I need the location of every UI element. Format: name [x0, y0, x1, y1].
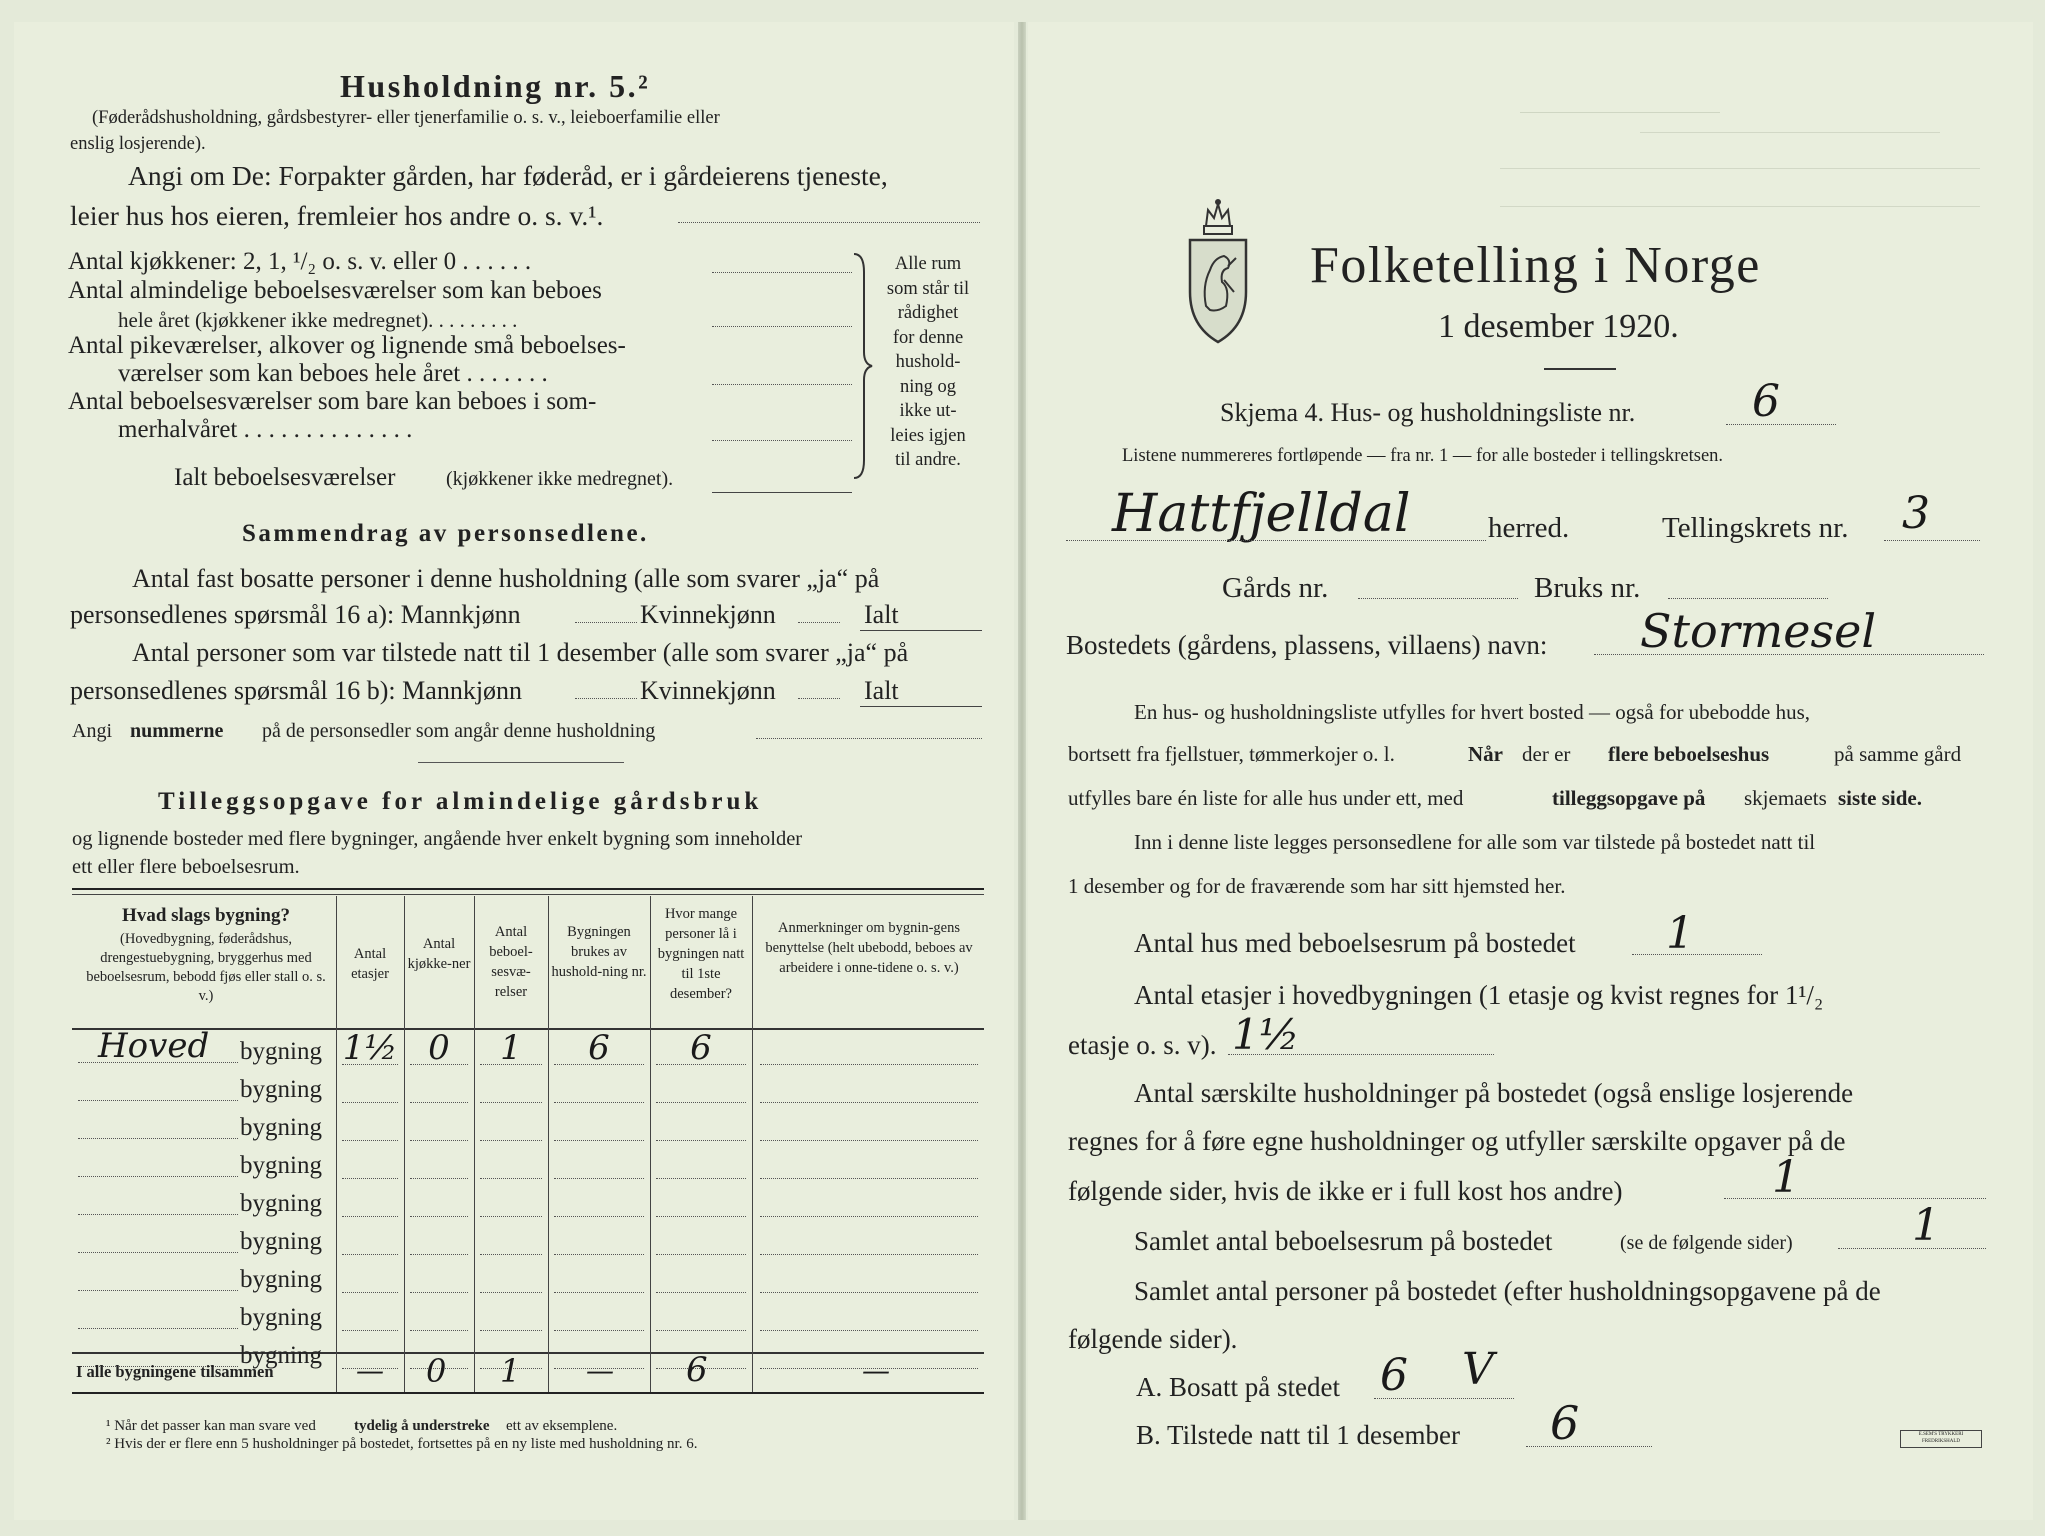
col-header-kjokken: Antal kjøkke-ner [407, 936, 471, 972]
tillegg-line-2: ett eller flere beboelsesrum. [72, 856, 300, 878]
cell-line [410, 1178, 468, 1179]
side-note-line: for denne [892, 327, 964, 348]
household-subtitle-2: enslig losjerende). [70, 134, 206, 154]
building-name-line [78, 1252, 238, 1253]
som-label-2: merhalvåret . . . . . . . . . . . . . . [118, 416, 413, 443]
cell-pers: 6 [690, 1028, 712, 1068]
p1-line-2b: Når [1468, 742, 1503, 766]
table-top-rule [72, 888, 984, 890]
cell-vaer: 1 [500, 1028, 522, 1068]
side-note-line: ikke ut- [899, 401, 957, 421]
ialt-note: (kjøkkener ikke medregnet). [446, 468, 674, 490]
angi-line-2: leier hus hos eieren, fremleier hos andre o. s. v.¹. [70, 200, 604, 231]
total-label: I alle bygningene tilsammen [76, 1362, 274, 1381]
cell-line [554, 1254, 644, 1255]
building-row-label: bygning [240, 1190, 322, 1217]
cell-line [342, 1140, 398, 1141]
col-header-anm: Anmerkninger om bygnin-gens benyttelse (helt ubebodd, beboes av arbeidere i onne-tidene o. s. v.) [765, 920, 973, 976]
q4-value: 1 [1912, 1200, 1940, 1251]
q1-value: 1 [1666, 908, 1694, 959]
table-total-top-rule [72, 1352, 984, 1354]
angi-numre-b: nummerne [130, 720, 224, 742]
q2-line [1228, 1054, 1494, 1055]
krets-label: Tellingskrets nr. [1662, 512, 1849, 544]
bleed-line [1500, 206, 1980, 207]
cell-line [760, 1102, 978, 1103]
tilst-mann-line [575, 698, 637, 699]
bosted-line [1594, 654, 1984, 655]
p1-line-2a: bortsett fra fjellstuer, tømmerkojer o. l. [1068, 742, 1395, 766]
tilst-line-1: Antal personer som var tilstede natt til 1 desember (alle som svarer „ja“ på [132, 638, 909, 667]
som-label-1: Antal beboelsesværelser som bare kan beboes i som- [68, 388, 597, 415]
total-pers: 6 [686, 1350, 708, 1390]
cell-line [554, 1330, 644, 1331]
cell-line [480, 1102, 542, 1103]
cell-kjokken: 0 [428, 1028, 450, 1068]
p1-line-2d: flere beboelseshus [1608, 742, 1770, 766]
angi-numre-a: Angi [72, 720, 112, 742]
tilst-line-2a: personsedlenes spørsmål 16 b): Mannkjønn [70, 676, 523, 705]
title-divider [1544, 368, 1616, 370]
p1-line-2c: der er [1522, 742, 1571, 766]
cell-line [760, 1216, 978, 1217]
bruks-line [1668, 598, 1828, 599]
col-header-vaer: Antal beboel-sesvæ-relser [489, 924, 533, 1000]
fast-mann-line [575, 622, 637, 623]
cell-line [656, 1330, 746, 1331]
printer-stamp: E.SEM'S TRYKKERI FREDRIKSHALD [1900, 1430, 1982, 1448]
building-row-label: bygning [240, 1152, 322, 1179]
q2-value: 1½ [1232, 1010, 1300, 1059]
krets-line [1884, 540, 1980, 541]
angi-numre-line [756, 738, 982, 739]
col-line-1 [336, 896, 337, 1392]
col-line-4 [548, 896, 549, 1392]
building-name-line [78, 1214, 238, 1215]
p2-line-1: Inn i denne liste legges personsedlene for alle som var tilstede på bostedet natt til [1134, 830, 1816, 854]
coat-of-arms-icon [1184, 196, 1252, 346]
cell-line [410, 1254, 468, 1255]
b-line [1526, 1446, 1652, 1447]
building-row-label: bygning [240, 1266, 322, 1293]
side-note-line: hushold- [895, 352, 961, 372]
cell-line [656, 1254, 746, 1255]
angi-numre-c: på de personsedler som angår denne husholdning [262, 720, 656, 742]
cell-line [410, 1292, 468, 1293]
cell-line [656, 1216, 746, 1217]
b-value: 6 [1550, 1396, 1580, 1450]
cell-line [410, 1102, 468, 1103]
gards-label: Gårds nr. [1222, 572, 1329, 604]
herred-value: Hattfjelldal [1112, 484, 1411, 544]
q3-line-3: følgende sider, hvis de ikke er i full kost hos andre) [1068, 1176, 1623, 1206]
a-check: V [1462, 1344, 1494, 1395]
cell-etasjer: 1½ [342, 1028, 398, 1068]
cell-line [342, 1254, 398, 1255]
q2-line-1: Antal etasjer i hovedbygningen (1 etasje og kvist regnes for 1¹/₂ [1134, 980, 1824, 1010]
cell-line [410, 1216, 468, 1217]
q3-line-1: Antal særskilte husholdninger på bostedet (også enslige losjerende [1134, 1078, 1854, 1108]
bleed-line [1640, 132, 1940, 133]
building-name-line [78, 1290, 238, 1291]
p2-line-2: 1 desember og for de fraværende som har sitt hjemsted her. [1068, 874, 1566, 898]
cell-line [342, 1292, 398, 1293]
side-note-line: ning og [899, 376, 956, 397]
cell-line [554, 1216, 644, 1217]
bosted-label: Bostedets (gårdens, plassens, villaens) navn: [1066, 630, 1548, 660]
footnote-2: ² Hvis der er flere enn 5 husholdninger på bostedet, fortsettes på en ny liste med husholdning nr. 6. [106, 1436, 698, 1452]
p1-line-3b: tilleggsopgave på [1552, 786, 1706, 810]
b-label: B. Tilstede natt til 1 desember [1136, 1420, 1460, 1450]
tillegg-title: Tilleggsopgave for almindelige gårdsbruk [158, 788, 763, 815]
left-page [14, 22, 1014, 1520]
cell-line [342, 1216, 398, 1217]
tilst-kvinne-line [798, 698, 840, 699]
building-row-label: bygning [240, 1304, 322, 1331]
household-subtitle: (Føderådshusholdning, gårdsbestyrer- eller tjenerfamilie o. s. v., leieboerfamilie eller [92, 108, 720, 128]
angi-line-1: Angi om De: Forpakter gården, har føderåd, er i gårdeierens tjeneste, [128, 160, 888, 191]
krets-value: 3 [1902, 488, 1930, 539]
bleed-line [1500, 168, 1980, 169]
col-line-2 [404, 896, 405, 1392]
col-header-etasjer: Antal etasjer [351, 946, 389, 982]
alm-label-2: hele året (kjøkkener ikke medregnet). . . . . . . . . [118, 308, 518, 332]
skjema-label: Skjema 4. Hus- og husholdningsliste nr. [1220, 398, 1636, 427]
fast-line-2c: Ialt [864, 600, 899, 629]
section-divider [418, 762, 624, 763]
col-line-3 [474, 896, 475, 1392]
p1-line-1: En hus- og husholdningsliste utfylles for hvert bosted — også for ubebodde hus, [1134, 700, 1810, 724]
kjokken-answer-line [712, 272, 852, 273]
fast-line-2b: Kvinnekjønn [640, 600, 776, 629]
sammendrag-title: Sammendrag av personsedlene. [242, 520, 649, 547]
building-name: Hoved [98, 1026, 210, 1066]
building-row-label: bygning [240, 1228, 322, 1255]
fast-line-1: Antal fast bosatte personer i denne husholdning (alle som svarer „ja“ på [132, 564, 880, 593]
total-anm: — [862, 1354, 890, 1387]
cell-hush: 6 [588, 1028, 610, 1068]
gards-line [1358, 598, 1518, 599]
table-top-rule-2 [72, 894, 984, 895]
cell-line [554, 1102, 644, 1103]
census-title: Folketelling i Norge [1310, 237, 1761, 294]
fast-line-2a: personsedlenes spørsmål 16 a): Mannkjønn [70, 600, 521, 629]
cell-line [760, 1254, 978, 1255]
side-note [872, 252, 984, 473]
a-label: A. Bosatt på stedet [1136, 1372, 1340, 1402]
q5-line-1: Samlet antal personer på bostedet (efter husholdningsopgavene på de [1134, 1276, 1881, 1306]
footnote-1c: ett av eksemplene. [506, 1418, 618, 1434]
col-header-type-sub: (Hovedbygning, føderådshus, drengestuebygning, bryggerhus med beboelsesrum, bebodd fjøs eller stall o. s. v.) [86, 931, 326, 1004]
cell-line [554, 1292, 644, 1293]
p1-line-2e: på samme gård [1834, 742, 1962, 766]
cell-line [760, 1140, 978, 1141]
angi-answer-line [678, 222, 980, 223]
p1-line-3a: utfylles bare én liste for alle hus under ett, med [1068, 786, 1464, 810]
cell-line [480, 1178, 542, 1179]
cell-line [480, 1254, 542, 1255]
cell-line [656, 1178, 746, 1179]
cell-line [760, 1330, 978, 1331]
cell-line [760, 1178, 978, 1179]
q4-line [1838, 1248, 1986, 1249]
cell-line [760, 1292, 978, 1293]
tilst-line-2c: Ialt [864, 676, 899, 705]
ialt-answer-line [712, 492, 852, 493]
brace-icon [850, 252, 874, 480]
cell-line [410, 1140, 468, 1141]
herred-line [1066, 540, 1486, 541]
alm-answer-line [712, 326, 852, 327]
footnote-1b: tydelig å understreke [354, 1418, 490, 1434]
side-note-line: rådighet [897, 303, 959, 323]
building-name-line [78, 1328, 238, 1329]
footnote-1a: ¹ Når det passer kan man svare ved [106, 1418, 316, 1434]
side-note-line: som står til [886, 278, 970, 299]
building-name-line [78, 1138, 238, 1139]
total-etasjer: — [356, 1354, 384, 1387]
cell-line [480, 1292, 542, 1293]
cell-line [342, 1178, 398, 1179]
col-line-5 [650, 896, 651, 1392]
page-fold [1018, 22, 1026, 1520]
building-row-label: bygning [240, 1114, 322, 1141]
herred-label: herred. [1488, 512, 1570, 544]
som-answer-line [712, 440, 852, 441]
q3-value: 1 [1772, 1152, 1800, 1203]
col-line-6 [752, 896, 753, 1392]
building-name-line [78, 1176, 238, 1177]
side-note-line: Alle rum [894, 254, 962, 274]
tillegg-line-1: og lignende bosteder med flere bygninger, angående hver enkelt bygning som inneholder [72, 828, 803, 850]
q4-label: Samlet antal beboelsesrum på bostedet [1134, 1226, 1553, 1256]
q3-line [1724, 1198, 1986, 1199]
q1-line [1632, 954, 1762, 955]
cell-line [554, 1140, 644, 1141]
listene-note: Listene nummereres fortløpende — fra nr. 1 — for alle bosteder i tellingskretsen. [1122, 446, 1724, 466]
col-header-hush: Bygningen brukes av hushold-ning nr. [551, 924, 647, 980]
pike-label-1: Antal pikeværelser, alkover og lignende små beboelses- [68, 332, 626, 359]
cell-line [342, 1330, 398, 1331]
building-row-label: bygning [240, 1038, 322, 1065]
household-title: Husholdning nr. 5.² [340, 68, 651, 104]
fast-kvinne-line [798, 622, 840, 623]
q4-note: (se de følgende sider) [1620, 1232, 1793, 1254]
cell-line [480, 1330, 542, 1331]
q5-line-2: følgende sider). [1068, 1324, 1238, 1354]
cell-line [656, 1292, 746, 1293]
total-kjokken: 0 [426, 1352, 447, 1390]
skjema-nr: 6 [1752, 376, 1780, 427]
bosted-value: Stormesel [1640, 604, 1877, 658]
tilst-line-2b: Kvinnekjønn [640, 676, 776, 705]
pike-label-2: værelser som kan beboes hele året . . . . . . . [118, 360, 548, 387]
fast-ialt-line [860, 630, 982, 631]
alm-label-1: Antal almindelige beboelsesværelser som kan beboes [68, 277, 602, 304]
cell-line [760, 1064, 978, 1065]
q2-line-2: etasje o. s. v). [1068, 1030, 1217, 1060]
a-value: 6 [1380, 1350, 1408, 1401]
tilst-ialt-line [860, 706, 982, 707]
p1-line-3c: skjemaets [1744, 786, 1827, 810]
cell-line [480, 1216, 542, 1217]
p1-line-3d: siste side. [1838, 786, 1922, 810]
total-hush: — [586, 1354, 614, 1387]
total-vaer: 1 [500, 1352, 521, 1390]
q1-label: Antal hus med beboelsesrum på bostedet [1134, 928, 1576, 958]
census-date: 1 desember 1920. [1438, 308, 1679, 345]
building-name-line [78, 1100, 238, 1101]
bleed-line [1520, 112, 1720, 113]
skjema-nr-line [1726, 424, 1836, 425]
kjokken-label: Antal kjøkkener: 2, 1, ¹/₂ o. s. v. eller 0 . . . . . . [68, 248, 532, 275]
a-line [1374, 1398, 1514, 1399]
ialt-label: Ialt beboelsesværelser [174, 464, 396, 491]
col-header-pers: Hvor mange personer lå i bygningen natt til 1ste desember? [657, 906, 745, 1002]
pike-answer-line [712, 384, 852, 385]
side-note-line: til andre. [895, 450, 961, 470]
cell-line [342, 1102, 398, 1103]
building-row-label: bygning [240, 1076, 322, 1103]
cell-line [656, 1140, 746, 1141]
q3-line-2: regnes for å føre egne husholdninger og utfyller særskilte opgaver på de [1068, 1126, 1846, 1156]
col-header-type-title: Hvad slags bygning? [122, 905, 290, 926]
cell-line [410, 1330, 468, 1331]
side-note-line: leies igjen [890, 425, 966, 446]
building-row-label: bygning [240, 1342, 322, 1369]
cell-line [480, 1140, 542, 1141]
table-bottom-rule [72, 1392, 984, 1394]
cell-line [656, 1102, 746, 1103]
bruks-label: Bruks nr. [1534, 572, 1641, 604]
cell-line [554, 1178, 644, 1179]
